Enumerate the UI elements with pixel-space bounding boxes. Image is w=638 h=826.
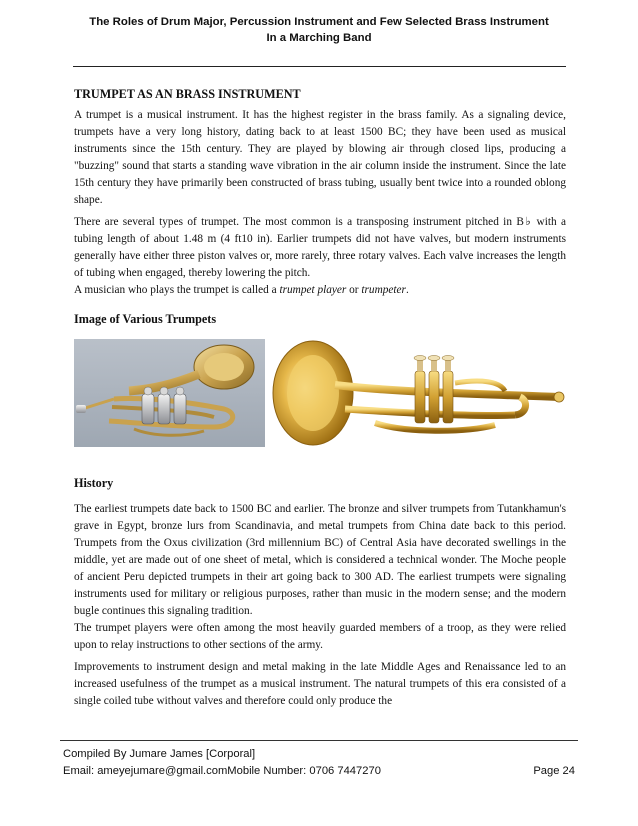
header-title-line2: In a Marching Band bbox=[266, 32, 372, 44]
brass-trumpet-photo bbox=[265, 337, 566, 455]
para3-prefix: A musician who plays the trumpet is called a bbox=[74, 284, 280, 296]
rotary-valve-flugelhorn-photo bbox=[74, 339, 265, 447]
images-section-title: Image of Various Trumpets bbox=[74, 312, 217, 326]
history-paragraph-3: Improvements to instrument design and metal making in the late Middle Ages and Renaissance led to an increased usefulness of the trumpet as a musical instrument. The natural trumpets of this era consisted of a single coiled tube without valves and therefore could only produce the bbox=[74, 661, 566, 707]
history-paragraph-2: The trumpet players were often among the most heavily guarded members of a troop, as they were relied upon to relay instructions to other sections of the army. bbox=[74, 622, 566, 651]
history-paragraph-1: The earliest trumpets date back to 1500 BC and earlier. The bronze and silver trumpets from Tutankhamun's grave in Egypt, bronze lurs from Scandinavia, and metal trumpets from China date back to this period. Trumpets from the Oxus civilization (3rd millennium BC) of Central Asia have decorated swellings in the middle, yet are made out of one sheet of metal, which is considered a technical wonder. The Moche people of ancient Peru depicted trumpets in their art going back to 300 AD. The earliest trumpets were signaling instruments used for military or religious purposes, rather than music in the modern sense; and the modern bugle continues this signaling tradition. bbox=[74, 503, 566, 617]
trumpet-paragraph-1: A trumpet is a musical instrument. It has the highest register in the brass family. As a signaling device, trumpets have a very long history, dating back to at least 1500 BC; they have been used as musical instruments since the 15th century. They are played by blowing air through closed lips, producing a "buzzing" sound that starts a standing wave vibration in the air column inside the instrument. Since the late 15th century they have primarily been constructed of brass tubing, usually bent twice into a rounded oblong shape. bbox=[74, 109, 566, 206]
trumpet-paragraph-3 bbox=[74, 282, 566, 299]
page-header bbox=[60, 14, 578, 46]
para3-mid: or bbox=[346, 284, 362, 296]
footer-contact: Email: ameyejumare@gmail.comMobile Number: 0706 7447270 bbox=[63, 765, 381, 777]
page-footer bbox=[63, 746, 575, 780]
footer-compiled-by: Compiled By Jumare James [Corporal] bbox=[63, 748, 256, 760]
trumpet-section-title: TRUMPET AS AN BRASS INSTRUMENT bbox=[74, 87, 301, 101]
trumpet-images bbox=[74, 337, 566, 459]
page-content bbox=[74, 86, 566, 710]
footer-divider bbox=[60, 740, 578, 741]
trumpet-paragraph-2: There are several types of trumpet. The most common is a transposing instrument pitched in B♭ with a tubing length of about 1.48 m (4 ft10 in). Earlier trumpets did not have valves, but modern instruments generally have either three piston valves or, more rarely, three rotary valves. Each valve increases the length of tubing when engaged, thereby lowering the pitch. bbox=[74, 216, 566, 279]
history-section-title: History bbox=[74, 476, 114, 490]
header-title-line1: The Roles of Drum Major, Percussion Instrument and Few Selected Brass Instrument bbox=[89, 16, 549, 28]
term-trumpet-player: trumpet player bbox=[279, 284, 347, 296]
page-number: Page 24 bbox=[533, 765, 575, 777]
para3-suffix: . bbox=[405, 284, 409, 296]
header-divider bbox=[73, 66, 566, 67]
term-trumpeter: trumpeter bbox=[361, 284, 406, 296]
footer-contact-row bbox=[63, 763, 575, 780]
